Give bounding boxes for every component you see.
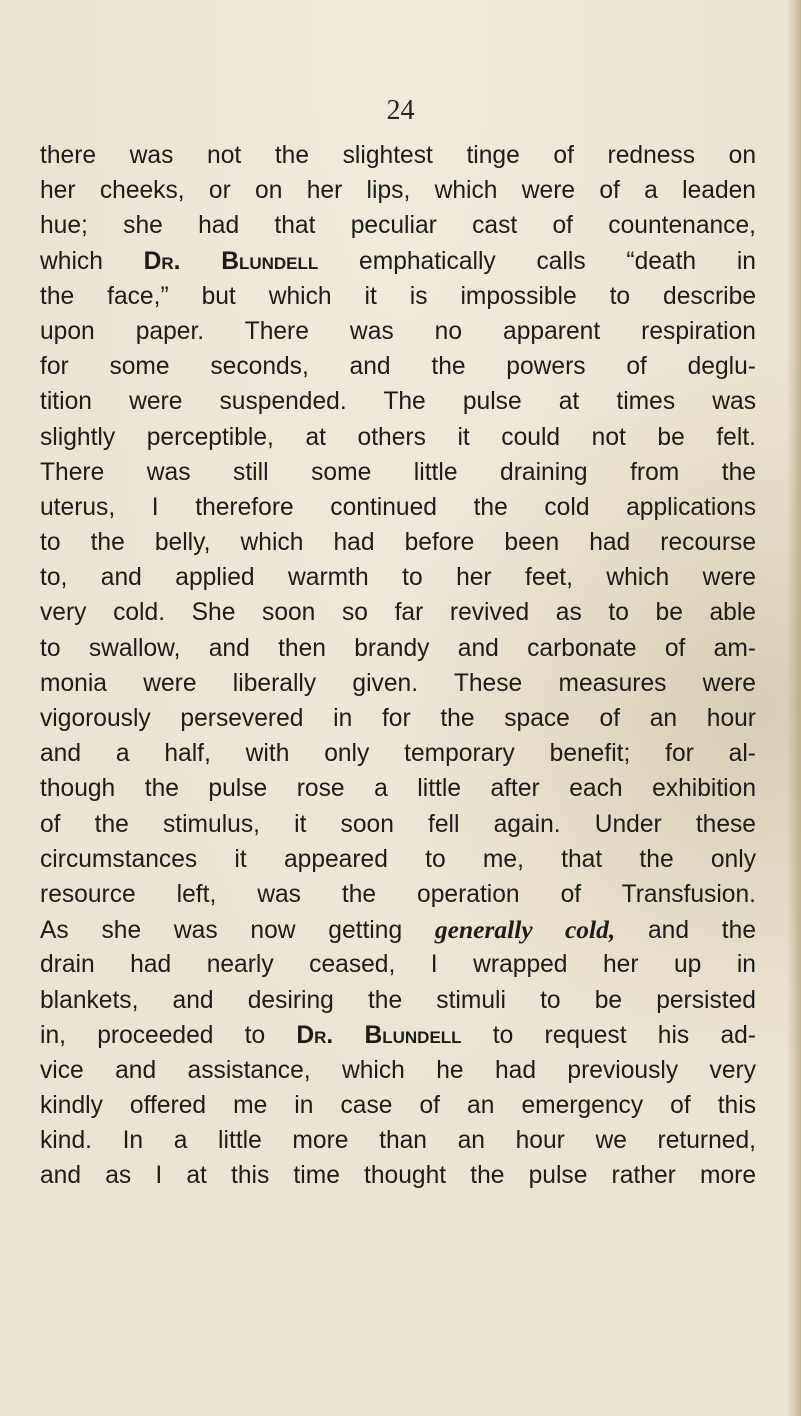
text-segment: kind. In a little more than an hour we returned,	[40, 1127, 756, 1155]
text-line	[40, 877, 756, 912]
text-line	[40, 138, 756, 173]
text-line	[40, 666, 756, 701]
text-line	[40, 525, 756, 560]
text-segment: very cold. She soon so far revived as to be able	[40, 599, 756, 627]
text-line	[40, 560, 756, 595]
text-segment: There was still some little draining from the	[40, 458, 756, 486]
text-segment: for some seconds, and the powers of deglu-	[40, 353, 756, 381]
text-segment: though the pulse rose a little after each exhibition	[40, 775, 756, 803]
text-segment: blankets, and desiring the stimuli to be persisted	[40, 986, 756, 1014]
text-segment: her cheeks, or on her lips, which were of a leaden	[40, 177, 756, 205]
text-line	[40, 595, 756, 630]
small-caps-name: Dr. Blundell	[296, 1021, 462, 1049]
text-line	[40, 912, 756, 947]
text-segment: and as I at this time thought the pulse rather more	[40, 1162, 756, 1190]
text-segment: circumstances it appeared to me, that the only	[40, 845, 756, 873]
text-segment: to the belly, which had before been had recourse	[40, 529, 756, 557]
text-line	[40, 314, 756, 349]
text-segment: in, proceeded to	[40, 1021, 297, 1049]
text-segment: to request his ad-	[461, 1021, 756, 1049]
text-line	[40, 1088, 756, 1123]
text-segment: slightly perceptible, at others it could not be felt.	[40, 423, 756, 451]
text-segment: upon paper. There was no apparent respiration	[40, 317, 756, 345]
text-line	[40, 983, 756, 1018]
text-segment: resource left, was the operation of Transfusion.	[40, 880, 756, 908]
page-edge-shadow	[787, 0, 801, 1416]
text-line	[40, 736, 756, 771]
text-segment: As she was now getting	[40, 917, 435, 945]
body-text	[40, 138, 756, 1194]
text-segment: vice and assistance, which he had previously very	[40, 1056, 756, 1084]
text-line	[40, 384, 756, 419]
italic-emphasis: generally cold,	[434, 915, 616, 945]
text-line	[40, 701, 756, 736]
text-segment: kindly offered me in case of an emergency of this	[40, 1092, 756, 1120]
text-line	[40, 279, 756, 314]
text-line	[40, 1158, 756, 1193]
text-line	[40, 842, 756, 877]
text-line	[40, 490, 756, 525]
text-segment: to swallow, and then brandy and carbonate of am-	[40, 634, 756, 662]
text-line	[40, 1053, 756, 1088]
page-number: 24	[386, 95, 415, 126]
small-caps-name: Dr. Blundell	[143, 247, 319, 275]
text-segment: the face,” but which it is impossible to describe	[40, 282, 756, 310]
text-line	[40, 455, 756, 490]
text-segment: emphatically calls “death in	[318, 247, 756, 275]
text-line	[40, 771, 756, 806]
text-segment: to, and applied warmth to her feet, which were	[40, 564, 756, 592]
text-segment: drain had nearly ceased, I wrapped her up in	[40, 951, 756, 979]
text-segment: monia were liberally given. These measures were	[40, 669, 756, 697]
text-line	[40, 807, 756, 842]
text-line	[40, 631, 756, 666]
text-segment: of the stimulus, it soon fell again. Under these	[40, 810, 756, 838]
text-line	[40, 1018, 756, 1053]
text-segment: which	[40, 247, 144, 275]
text-line	[40, 1123, 756, 1158]
text-segment: hue; she had that peculiar cast of countenance,	[40, 212, 756, 240]
text-line	[40, 349, 756, 384]
text-line	[40, 208, 756, 243]
text-segment: there was not the slightest tinge of redness on	[40, 142, 756, 169]
text-line	[40, 947, 756, 982]
text-segment: and the	[615, 917, 756, 945]
text-line	[40, 244, 756, 279]
text-line	[40, 173, 756, 208]
text-segment: uterus, I therefore continued the cold applications	[40, 493, 756, 521]
text-segment: vigorously persevered in for the space of an hour	[40, 705, 756, 732]
text-segment: and a half, with only temporary benefit; for al-	[40, 740, 756, 768]
text-segment: tition were suspended. The pulse at times was	[40, 388, 756, 416]
text-line	[40, 420, 756, 455]
